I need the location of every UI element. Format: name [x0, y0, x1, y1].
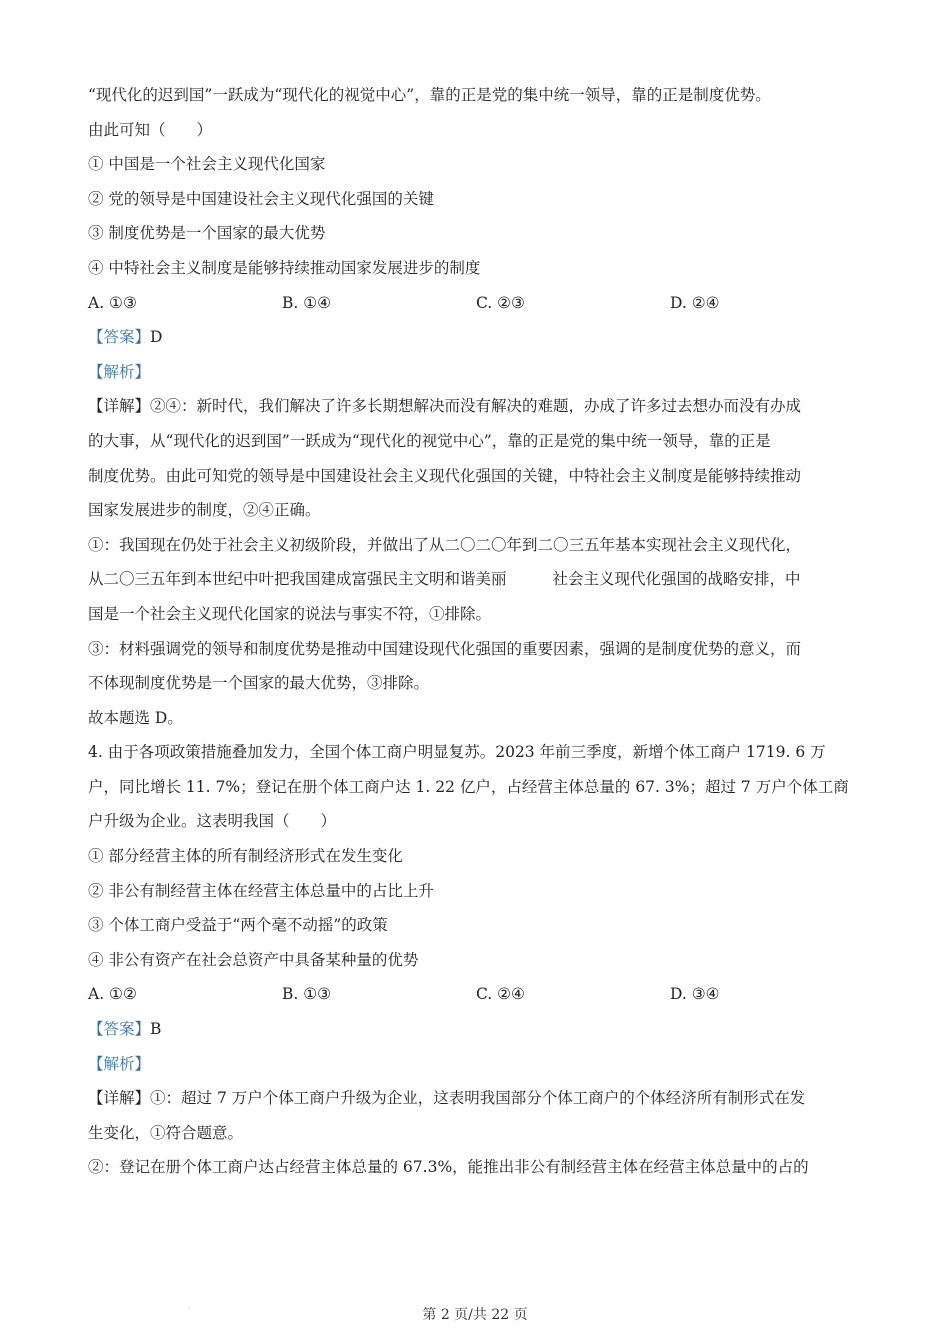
document-body — [88, 78, 868, 1185]
decorative-dot: · — [188, 1304, 191, 1313]
q3-choice-b: B. ①④ — [282, 293, 332, 312]
q3-option: ④ 中特社会主义制度是能够持续推动国家发展进步的制度 — [88, 258, 481, 277]
q4-choice-c: C. ②④ — [476, 985, 525, 1004]
q3-detail-line: 制度优势。由此可知党的领导是中国建设社会主义现代化强国的关键，中特社会主义制度是能够持续推动 — [88, 466, 802, 485]
detail-text: 社会主义现代化强国的战略安排，中 — [552, 570, 801, 589]
q3-option: ③ 制度优势是一个国家的最大优势 — [88, 224, 326, 243]
detail-tag: 【详解】 — [88, 1089, 151, 1108]
q4-choice-a: A. ①② — [88, 985, 137, 1004]
detail-text: ①：超过 7 万户个体工商户升级为企业，这表明我国部分个体工商户的个体经济所有制形式在发 — [150, 1089, 806, 1108]
q3-choice-a: A. ①③ — [88, 293, 137, 312]
q4-answer — [88, 1012, 868, 1047]
q3-option: ② 党的领导是中国建设社会主义现代化强国的关键 — [88, 189, 434, 208]
answer-tag: 【答案】 — [88, 328, 151, 347]
detail-text: 从二〇三五年到本世纪中叶把我国建成富强民主文明和谐美丽 — [88, 570, 507, 589]
q3-stem-line: 由此可知（ ） — [88, 120, 213, 139]
q3-choices — [88, 286, 868, 321]
q4-choice-b: B. ①③ — [282, 985, 332, 1004]
q4-stem-line: 户升级为企业。这表明我国（ ） — [88, 812, 337, 831]
q4-option: ① 部分经营主体的所有制经济形式在发生变化 — [88, 847, 403, 866]
q3-detail-line: 的大事，从“现代化的迟到国”一跃成为“现代化的视觉中心”，靠的正是党的集中统一领导，靠的正是 — [88, 431, 771, 450]
q3-answer — [88, 320, 868, 355]
q4-detail-line: 生变化，①符合题意。 — [88, 1123, 244, 1142]
answer-tag: 【答案】 — [88, 1020, 151, 1039]
detail-tag: 【详解】 — [88, 397, 151, 416]
q3-stem-line: “现代化的迟到国”一跃成为“现代化的视觉中心”，靠的正是党的集中统一领导，靠的正是制度优势。 — [88, 86, 771, 104]
q3-choice-d: D. ②④ — [670, 293, 720, 312]
q4-option: ③ 个体工商户受益于“两个毫不动摇”的政策 — [88, 916, 388, 935]
q4-choice-d: D. ③④ — [670, 985, 720, 1004]
q3-conclusion: 故本题选 D。 — [88, 708, 183, 727]
q4-detail-line — [88, 1081, 868, 1116]
q3-detail-line: ①：我国现在仍处于社会主义初级阶段，并做出了从二〇二〇年到二〇三五年基本实现社会主义现代化， — [88, 535, 802, 554]
q3-choice-c: C. ②③ — [476, 293, 525, 312]
q3-option: ① 中国是一个社会主义现代化国家 — [88, 155, 326, 174]
q3-detail-line: 不体现制度优势是一个国家的最大优势，③排除。 — [88, 674, 430, 693]
q3-detail-line: 国是一个社会主义现代化国家的说法与事实不符，①排除。 — [88, 604, 492, 623]
q4-choices — [88, 977, 868, 1012]
answer-value: D — [150, 328, 163, 347]
q3-analysis-tag: 【解析】 — [88, 362, 151, 381]
q3-detail-line — [88, 562, 868, 597]
q4-stem-line: 户，同比增长 11. 7%；登记在册个体工商户达 1. 22 亿户，占经营主体总量的 67. 3%；超过 7 万户个体工商 — [88, 777, 849, 796]
q4-analysis-tag: 【解析】 — [88, 1054, 151, 1073]
q4-option: ② 非公有制经营主体在经营主体总量中的占比上升 — [88, 881, 434, 900]
q3-detail-line: 国家发展进步的制度，②④正确。 — [88, 501, 321, 520]
q4-option: ④ 非公有资产在社会总资产中具备某种量的优势 — [88, 950, 419, 969]
answer-value: B — [150, 1020, 162, 1039]
q3-detail-line — [88, 389, 868, 424]
q3-detail-line: ③：材料强调党的领导和制度优势是推动中国建设现代化强国的重要因素，强调的是制度优势的意义，而 — [88, 639, 802, 658]
detail-text: ②④：新时代，我们解决了许多长期想解决而没有解决的难题，办成了许多过去想办而没有办成 — [150, 397, 802, 416]
q4-detail-line: ②：登记在册个体工商户达占经营主体总量的 67.3%，能推出非公有制经营主体在经营主体总量中的占的 — [88, 1158, 809, 1177]
page-footer: 第 2 页/共 22 页 — [422, 1307, 528, 1323]
q4-stem-line: 4. 由于各项政策措施叠加发力，全国个体工商户明显复苏。2023 年前三季度，新增个体工商户 1719. 6 万 — [88, 743, 826, 762]
